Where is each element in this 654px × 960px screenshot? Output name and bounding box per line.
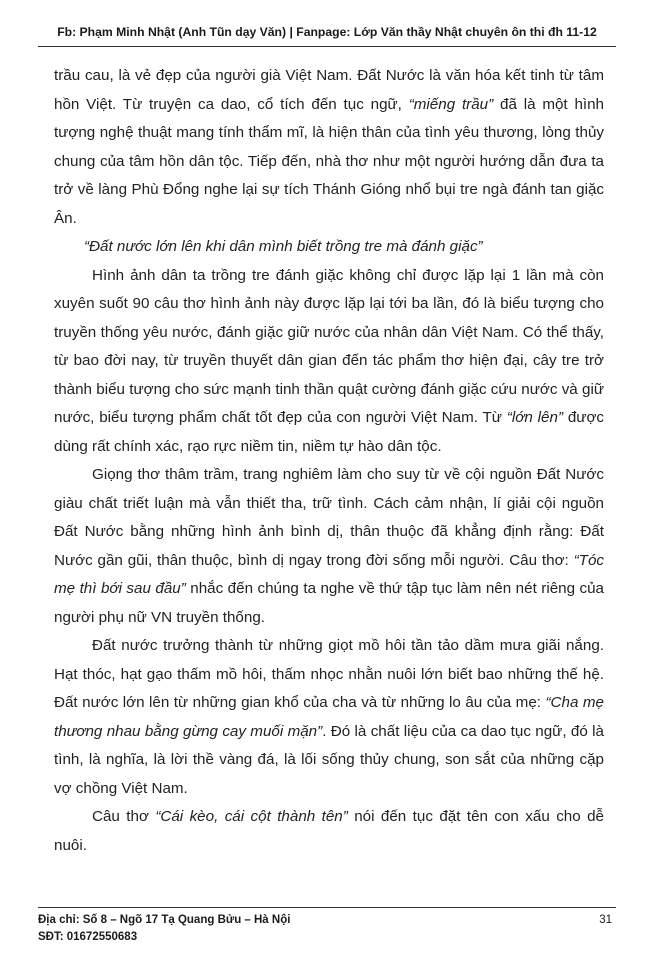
paragraph-2: Hình ảnh dân ta trồng tre đánh giặc không chỉ được lặp lại 1 lần mà còn xuyên suốt 90 câu thơ hình ảnh này được lặp lại tới ba lần, đó là biểu tượng cho truyền thống yêu nước, đánh giặc giữ nước của nhân dân Việt Nam. Có thể thấy, từ bao đời nay, từ truyền thuyết dân gian đến tác phẩm thơ hiện đại, cây tre trở thành biểu tượng cho sức mạnh tinh thần quật cường đánh giặc cứu nước và giữ nước, biểu tượng phẩm chất tốt đẹp của con người Việt Nam. Từ “lớn lên” được dùng rất chính xác, rạo rực niềm tin, niềm tự hào dân tộc. (54, 266, 604, 455)
paragraph-4: Đất nước trưởng thành từ những giọt mồ hôi tần tảo dầm mưa giãi nắng. Hạt thóc, hạt gạo thấm mồ hôi, thấm nhọc nhằn nuôi lớn biết bao những thế hệ. Đất nước lớn lên từ những gian khổ của cha và từ những lo âu của mẹ: “Cha mẹ thương nhau bằng gừng cay muối mặn”. Đó là chất liệu của ca dao tục ngữ, đó là tình, là nghĩa, là lời thề vàng đá, là lối sống thủy chung, son sắt của những cặp vợ chồng Việt Nam. (54, 637, 604, 797)
emphasis-cai-keo: “Cái kèo, cái cột thành tên” (155, 808, 348, 825)
footer-divider (38, 907, 616, 908)
page-header (38, 24, 616, 47)
poem-quote: “Đất nước lớn lên khi dân mình biết trồng tre mà đánh giặc” (84, 238, 483, 255)
emphasis-lon-len: “lớn lên” (506, 409, 563, 426)
paragraph-3: Giọng thơ thâm trầm, trang nghiêm làm cho suy từ về cội nguồn Đất Nước giàu chất triết luận mà vẫn thiết tha, trữ tình. Cách cảm nhận, lí giải cội nguồn Đất Nước bằng những hình ảnh bình dị, thân thuộc đã khẳng định rằng: Đất Nước gần gũi, thân thuộc, bình dị ngay trong đời sống mỗi người. Câu thơ: “Tóc mẹ thì bới sau đầu” nhắc đến chúng ta nghe về thứ tập tục làm nên nét riêng của người phụ nữ VN truyền thống. (54, 466, 604, 626)
document-body (54, 62, 604, 860)
header-text: Fb: Phạm Minh Nhật (Anh Tũn dạy Văn) | Fanpage: Lớp Văn thầy Nhật chuyên ôn thi đh 11-12 (57, 25, 597, 39)
paragraph-1: trầu cau, là vẻ đẹp của người già Việt Nam. Đất Nước là văn hóa kết tinh từ tâm hồn Việt. Từ truyện ca dao, cổ tích đến tục ngữ, “miếng trầu” đã là một hình tượng nghệ thuật mang tính thẩm mĩ, là hiện thân của tình yêu thương, lòng thủy chung của tâm hồn dân tộc. Tiếp đến, nhà thơ như một người hướng dẫn đưa ta trở về làng Phù Đổng nghe lại sự tích Thánh Gióng nhổ bụi tre ngà đánh tan giặc Ân. (54, 67, 605, 227)
emphasis-cha-me: “Cha mẹ thương nhau bằng gừng cay muối mặn” (54, 694, 604, 740)
footer-phone: SĐT: 01672550683 (38, 931, 138, 943)
paragraph-5: Câu thơ “Cái kèo, cái cột thành tên” nói đến tục đặt tên con xấu cho dễ nuôi. (54, 808, 604, 854)
emphasis-mieng-trau: “miếng trầu” (408, 95, 494, 113)
page-number: 31 (599, 914, 612, 926)
emphasis-toc-me: “Tóc mẹ thì bới sau đầu” (54, 551, 604, 597)
footer-address: Địa chỉ: Số 8 – Ngõ 17 Tạ Quang Bửu – Hà Nội (38, 914, 291, 926)
